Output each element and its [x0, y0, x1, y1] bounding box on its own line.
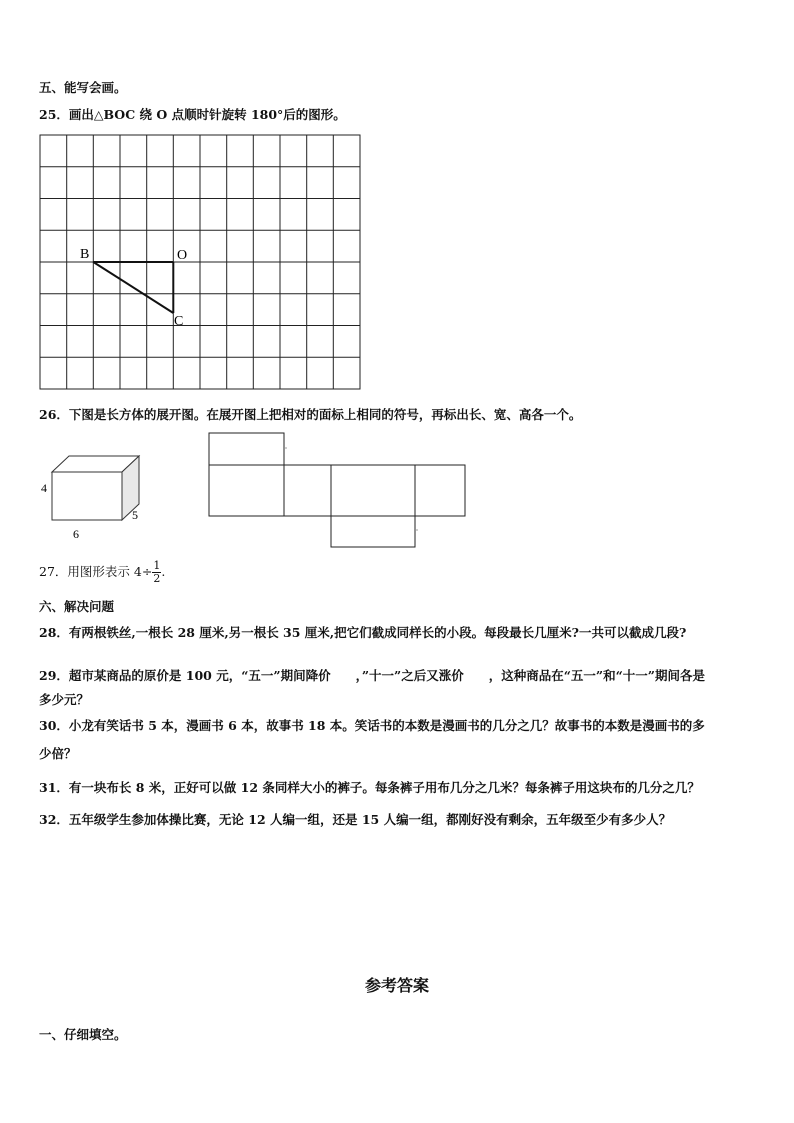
point-c-label: C [174, 314, 184, 329]
question-29-line-2: 多少元？ [39, 692, 90, 707]
cuboid-faces [52, 456, 139, 520]
q27-suffix: . [161, 564, 166, 579]
cuboid-figure [38, 452, 148, 544]
question-31: 31．有一块布长 8 米，正好可以做 12 条同样大小的裤子。每条裤子用布几分之几米？每条裤子用这块布的几分之几？ [39, 780, 700, 795]
question-28: 28．有两根铁丝,一根长 28 厘米,另一根长 35 厘米,把它们截成同样长的小段。每段最长几厘米?一共可以截成几段? [39, 625, 687, 640]
cuboid-length-label: 6 [73, 527, 79, 541]
net-face-side-2 [415, 465, 465, 516]
cuboid-net-figure [206, 430, 470, 552]
q27-prefix: 27．用图形表示 4÷ [39, 564, 153, 579]
answers-section-1: 一、仔细填空。 [39, 1027, 127, 1042]
net-face-left [209, 465, 284, 516]
question-26: 26．下图是长方体的展开图。在展开图上把相对的面标上相同的符号，再标出长、宽、高各一个。 [39, 407, 582, 422]
point-o-label: O [177, 248, 188, 263]
q27-fraction-denominator: 2 [153, 572, 161, 585]
point-b-label: B [80, 247, 90, 262]
question-27 [39, 560, 165, 585]
question-30-line-1: 30．小龙有笑话书 5 本，漫画书 6 本，故事书 18 本。笑话书的本数是漫画书的几分之几？故事书的本数是漫画书的多 [39, 718, 705, 733]
q27-fraction [152, 560, 161, 585]
q27-fraction-numerator: 1 [153, 559, 161, 572]
grid-lines [40, 135, 360, 389]
triangle-boc [93, 262, 173, 313]
question-30-line-2: 少倍？ [39, 746, 77, 761]
net-face-center [331, 465, 415, 516]
net-face-side-1 [284, 465, 331, 516]
net-face-bottom [331, 516, 415, 547]
question-32: 32．五年级学生参加体操比赛，无论 12 人编一组，还是 15 人编一组，都刚好没有剩余，五年级至少有多少人？ [39, 812, 672, 827]
net-face-top [209, 433, 284, 465]
question-25: 25．画出△BOC 绕 O 点顺时针旋转 180°后的图形。 [39, 107, 346, 122]
cuboid-height-label: 4 [41, 481, 47, 495]
cuboid-width-label: 5 [132, 508, 138, 522]
question-29-line-1: 29．超市某商品的原价是 100 元，“五一”期间降价 ，”十一”之后又涨价 ，这种商品在“五一”和“十一”期间各是 [39, 668, 705, 683]
answers-title: 参考答案 [364, 976, 429, 995]
section-5-title: 五、能写会画。 [39, 80, 127, 95]
q25-grid-figure [38, 133, 364, 393]
section-6-title: 六、解决问题 [39, 599, 115, 614]
